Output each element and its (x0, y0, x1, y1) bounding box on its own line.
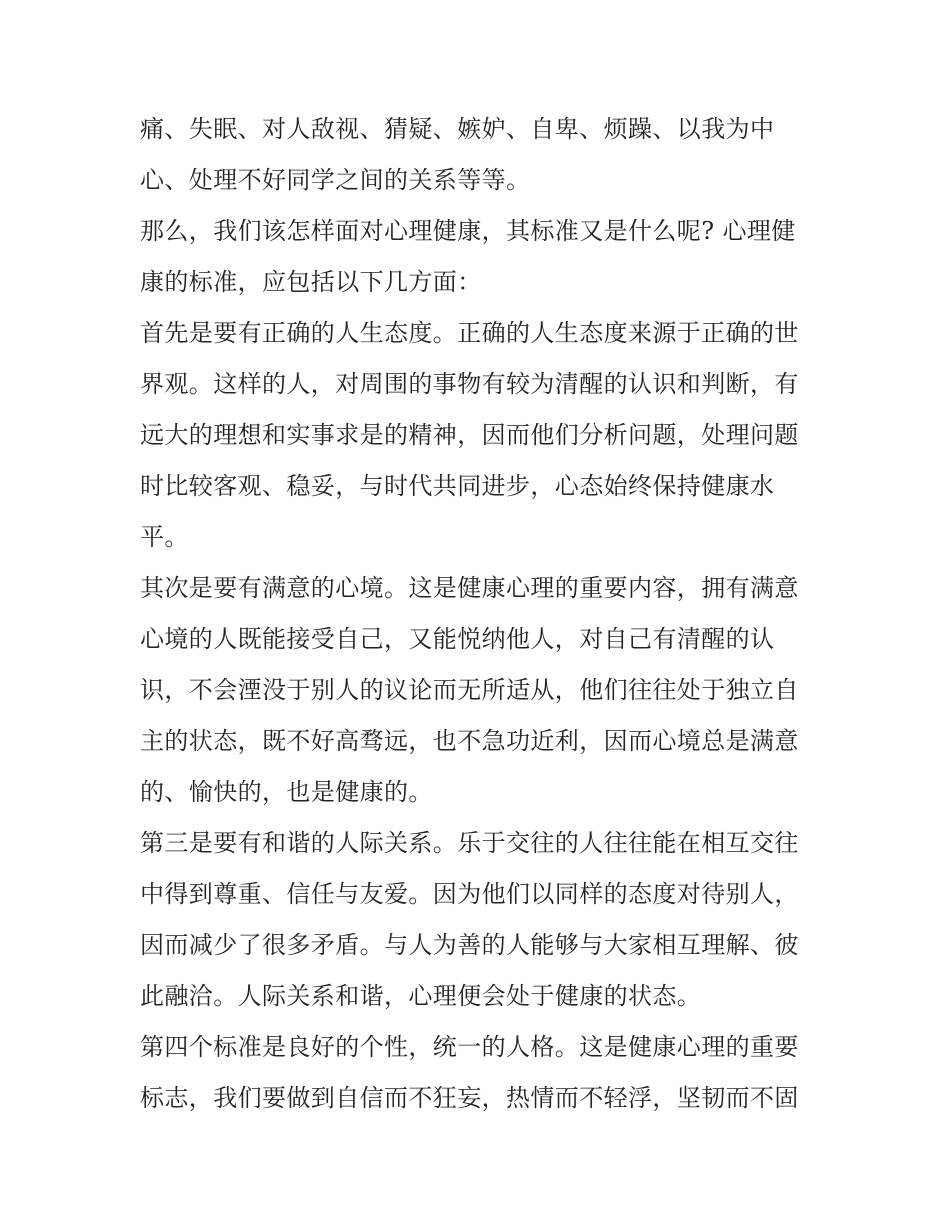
text-line: 康的标准，应包括以下几方面： (140, 268, 482, 296)
text-line: 第四个标准是良好的个性，统一的人格。这是健康心理的重要 (140, 1033, 799, 1061)
text-line: 时比较客观、稳妥，与时代共同进步，心态始终保持健康水 (140, 472, 775, 500)
text-line: 平。 (140, 523, 189, 551)
text-line: 痛、失眠、对人敌视、猜疑、嫉妒、自卑、烦躁、以我为中 (140, 115, 775, 143)
text-line: 因而减少了很多矛盾。与人为善的人能够与大家相互理解、彼 (140, 931, 799, 959)
text-line: 标志，我们要做到自信而不狂妄，热情而不轻浮，坚韧而不固 (140, 1084, 799, 1112)
text-line: 识，不会湮没于别人的议论而无所适从，他们往往处于独立自 (140, 676, 799, 704)
text-line: 第三是要有和谐的人际关系。乐于交往的人往往能在相互交往 (140, 829, 799, 857)
text-line: 其次是要有满意的心境。这是健康心理的重要内容，拥有满意 (140, 574, 799, 602)
text-line: 远大的理想和实事求是的精神，因而他们分析问题，处理问题 (140, 421, 799, 449)
text-line: 主的状态，既不好高骛远，也不急功近利，因而心境总是满意 (140, 727, 799, 755)
text-line: 的、愉快的，也是健康的。 (140, 778, 433, 806)
text-line: 此融洽。人际关系和谐，心理便会处于健康的状态。 (140, 982, 702, 1010)
text-line: 界观。这样的人，对周围的事物有较为清醒的认识和判断，有 (140, 370, 799, 398)
text-line: 心境的人既能接受自己，又能悦纳他人，对自己有清醒的认 (140, 625, 775, 653)
text-line: 中得到尊重、信任与友爱。因为他们以同样的态度对待别人， (140, 880, 799, 908)
text-line: 那么，我们该怎样面对心理健康，其标准又是什么呢? 心理健 (140, 217, 796, 245)
text-line: 心、处理不好同学之间的关系等等。 (140, 166, 531, 194)
text-line: 首先是要有正确的人生态度。正确的人生态度来源于正确的世 (140, 319, 799, 347)
body-text (140, 104, 812, 1124)
